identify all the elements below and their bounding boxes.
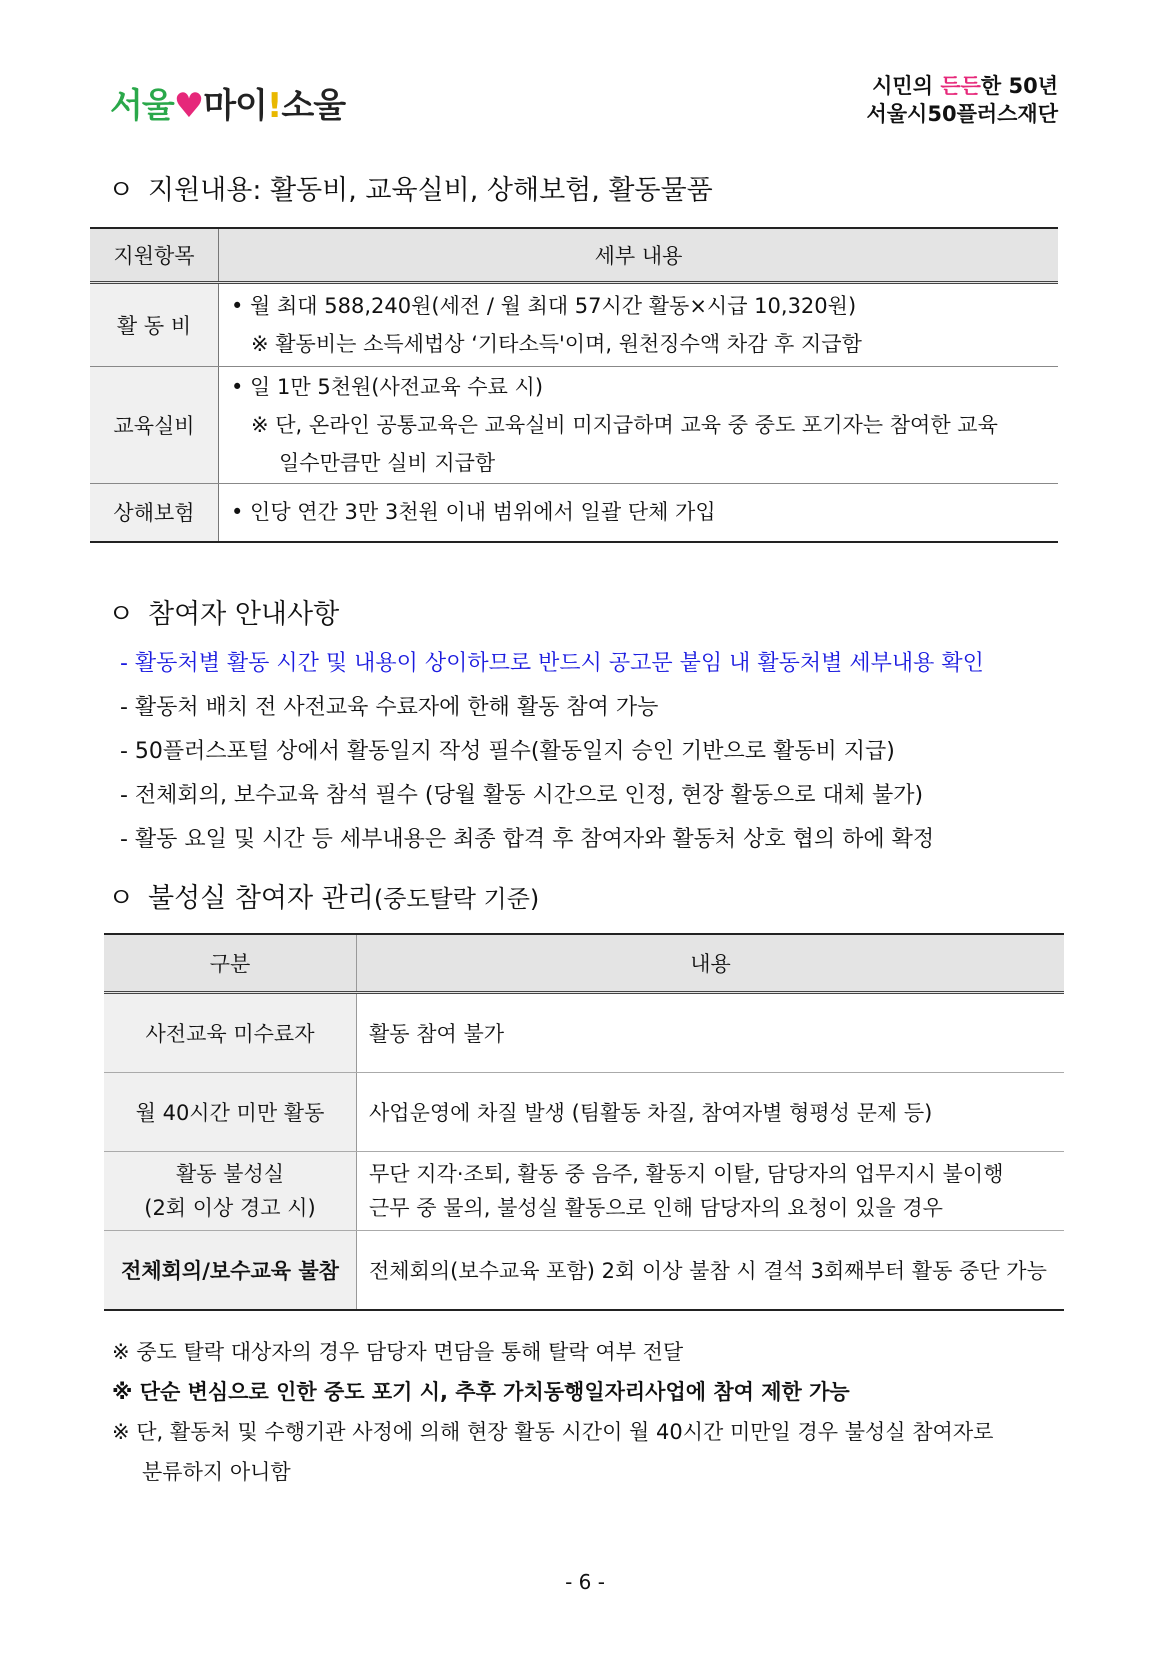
mgmt-row-content: 사업운영에 차질 발생 (팀활동 차질, 참여자별 형평성 문제 등) xyxy=(357,1073,1065,1152)
guide-item: - 활동처 배치 전 사전교육 수료자에 한해 활동 참여 가능 xyxy=(120,695,659,720)
section1-title-text: 지원내용: 활동비, 교육실비, 상해보험, 활동물품 xyxy=(148,175,713,206)
section3-title xyxy=(108,876,539,915)
note-line: ※ 단, 활동처 및 수행기관 사정에 의해 현장 활동 시간이 월 40시간 미만일 경우 불성실 참여자로 xyxy=(112,1420,994,1444)
support-row-detail xyxy=(219,367,1059,484)
mgmt-row-category: 사전교육 미수료자 xyxy=(104,993,357,1073)
logo-text-soul: 소울 xyxy=(281,86,346,126)
mgmt-col-category: 구분 xyxy=(104,934,357,993)
slogan-line-2: 서울시50플러스재단 xyxy=(866,102,1058,126)
mgmt-col-content: 내용 xyxy=(357,934,1065,993)
section3-title-suffix: (중도탈락 기준) xyxy=(373,885,540,913)
mgmt-row-category: 월 40시간 미만 활동 xyxy=(104,1073,357,1152)
support-row-detail xyxy=(219,484,1059,542)
content-line: 무단 지각·조퇴, 활동 중 음주, 활동지 이탈, 담당자의 업무지시 불이행 xyxy=(369,1162,1004,1186)
logo-text-seoul: 서울 xyxy=(110,86,174,126)
mgmt-row-content xyxy=(357,1152,1065,1231)
category-line: 활동 불성실 xyxy=(175,1162,285,1186)
mgmt-row-content: 전체회의(보수교육 포함) 2회 이상 불참 시 결석 3회째부터 활동 중단 가능 xyxy=(357,1231,1065,1311)
section2-title xyxy=(108,592,339,631)
section2-title-text: 참여자 안내사항 xyxy=(148,599,340,630)
detail-line: ※ 단, 온라인 공통교육은 교육실비 미지급하며 교육 중 중도 포기자는 참여한 교육 xyxy=(251,413,998,437)
support-col-detail: 세부 내용 xyxy=(219,228,1059,283)
slogan-part: 시민의 xyxy=(872,74,941,98)
guide-item: - 활동 요일 및 시간 등 세부내용은 최종 합격 후 참여자와 활동처 상호 협의 하에 확정 xyxy=(120,827,935,852)
slogan xyxy=(866,72,1058,128)
page-number: - 6 - xyxy=(565,1570,605,1594)
guide-item: - 전체회의, 보수교육 참석 필수 (당월 활동 시간으로 인정, 현장 활동으로 대체 불가) xyxy=(120,783,924,808)
section1-title xyxy=(108,168,713,207)
detail-line: 일수만큼만 실비 지급함 xyxy=(279,451,496,475)
detail-line: • 인당 연간 3만 3천원 이내 범위에서 일괄 단체 가입 xyxy=(231,500,716,525)
mgmt-row-category xyxy=(104,1152,357,1231)
support-row-label: 교육실비 xyxy=(90,367,219,484)
heart-icon: ♥ xyxy=(173,86,204,126)
slogan-part: 한 50년 xyxy=(980,74,1058,98)
note-line: ※ 단순 변심으로 인한 중도 포기 시, 추후 가치동행일자리사업에 참여 제한 가능 xyxy=(112,1380,850,1404)
foundation-logo xyxy=(110,78,345,127)
section-bullet: ㅇ xyxy=(108,883,135,914)
exclamation-icon: ! xyxy=(266,86,282,126)
section-bullet: ㅇ xyxy=(108,599,135,630)
slogan-line-1 xyxy=(866,72,1058,100)
section-bullet: ㅇ xyxy=(108,175,135,206)
section3-title-text: 불성실 참여자 관리 xyxy=(148,883,374,914)
support-row-label: 활 동 비 xyxy=(90,283,219,367)
note-line: ※ 중도 탈락 대상자의 경우 담당자 면담을 통해 탈락 여부 전달 xyxy=(112,1340,684,1364)
detail-line: • 일 1만 5천원(사전교육 수료 시) xyxy=(231,375,544,399)
logo-text-my: 마이 xyxy=(203,86,267,126)
support-table xyxy=(90,227,1058,543)
support-row-detail xyxy=(219,283,1059,367)
support-row-label: 상해보험 xyxy=(90,484,219,542)
management-table xyxy=(104,933,1064,1311)
category-line: (2회 이상 경고 시) xyxy=(144,1196,316,1220)
guide-item: - 50플러스포털 상에서 활동일지 작성 필수(활동일지 승인 기반으로 활동비 지급) xyxy=(120,739,895,764)
mgmt-row-category: 전체회의/보수교육 불참 xyxy=(104,1231,357,1311)
note-line: 분류하지 아니함 xyxy=(142,1460,291,1484)
detail-line: ※ 활동비는 소득세법상 ‘기타소득'이며, 원천징수액 차감 후 지급함 xyxy=(251,332,862,356)
slogan-highlight: 든든 xyxy=(940,74,981,98)
mgmt-row-content: 활동 참여 불가 xyxy=(357,993,1065,1073)
detail-line: • 월 최대 588,240원(세전 / 월 최대 57시간 활동×시급 10,320원) xyxy=(231,294,857,318)
content-line: 근무 중 물의, 불성실 활동으로 인해 담당자의 요청이 있을 경우 xyxy=(369,1196,943,1220)
support-col-item: 지원항목 xyxy=(90,228,219,283)
guide-item: - 활동처별 활동 시간 및 내용이 상이하므로 반드시 공고문 붙임 내 활동처별 세부내용 확인 xyxy=(120,651,984,676)
